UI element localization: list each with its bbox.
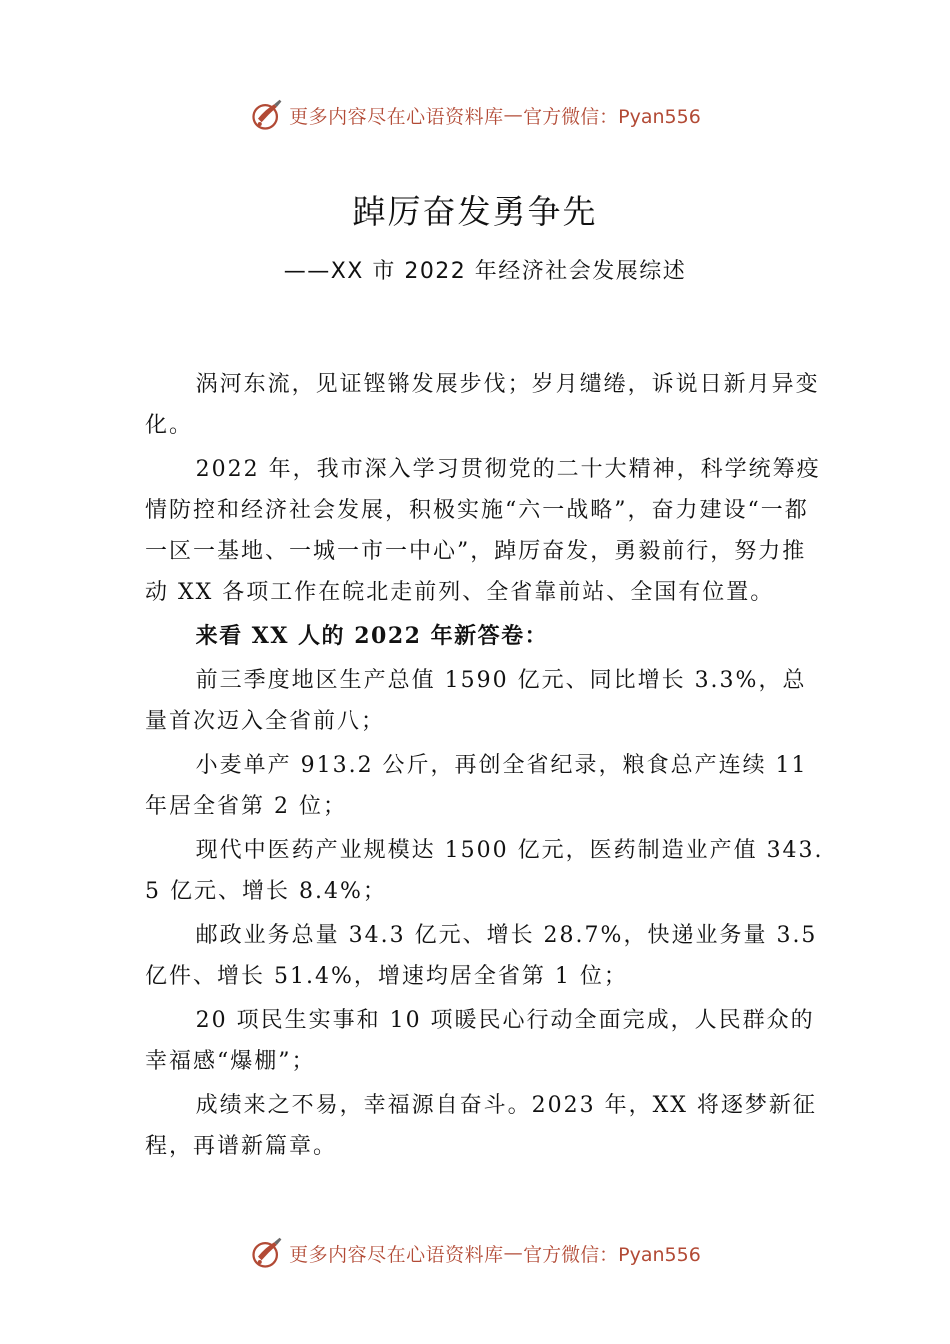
brush-logo-icon [249,1235,285,1271]
paragraph: 小麦单产 913.2 公斤，再创全省纪录，粮食总产连续 11 年居全省第 2 位； [145,753,808,819]
banner-text: 更多内容尽在心语资料库 [289,1243,504,1266]
paragraph: 邮政业务总量 34.3 亿元、增长 28.7%，快递业务量 3.5 亿件、增长 51.4%，增速均居全省第 1 位； [145,923,818,989]
paragraph: 涡河东流，见证铿锵发展步伐；岁月缱绻，诉说日新月异变化。 [145,372,820,438]
paragraph: 20 项民生实事和 10 项暖民心行动全面完成，人民群众的幸福感“爆棚”； [145,1008,815,1074]
banner-dash: — [503,104,524,126]
page-title: 踔厉奋发勇争先 [352,192,598,231]
banner-wechat: 官方微信：Pyan556 [523,1243,701,1266]
banner-text: 更多内容尽在心语资料库 [289,105,504,128]
header-watermark [0,95,950,135]
section-heading: 来看 XX 人的 2022 年新答卷： [195,623,549,649]
page-subtitle: ——XX 市 2022 年经济社会发展综述 [283,259,687,284]
banner-wechat: 官方微信：Pyan556 [523,105,701,128]
paragraph: 2022 年，我市深入学习贯彻党的二十大精神，科学统筹疫情防控和经济社会发展，积极实施“六一战略”，奋力建设“一都一区一基地、一城一市一中心”，踔厉奋发，勇毅前行，努力推动 XX 各项工作在皖北走前列、全省靠前站、全国有位置。 [145,457,821,605]
brush-logo-icon [249,97,285,133]
footer-watermark [0,1233,950,1273]
paragraph: 成绩来之不易，幸福源自奋斗。2023 年，XX 将逐梦新征程，再谱新篇章。 [145,1093,817,1159]
paragraph: 现代中医药产业规模达 1500 亿元，医药制造业产值 343.5 亿元、增长 8.4%； [145,838,824,904]
paragraph: 前三季度地区生产总值 1590 亿元、同比增长 3.3%，总量首次迈入全省前八； [145,668,807,734]
banner-dash: — [503,1242,524,1264]
article-body [145,364,825,1167]
